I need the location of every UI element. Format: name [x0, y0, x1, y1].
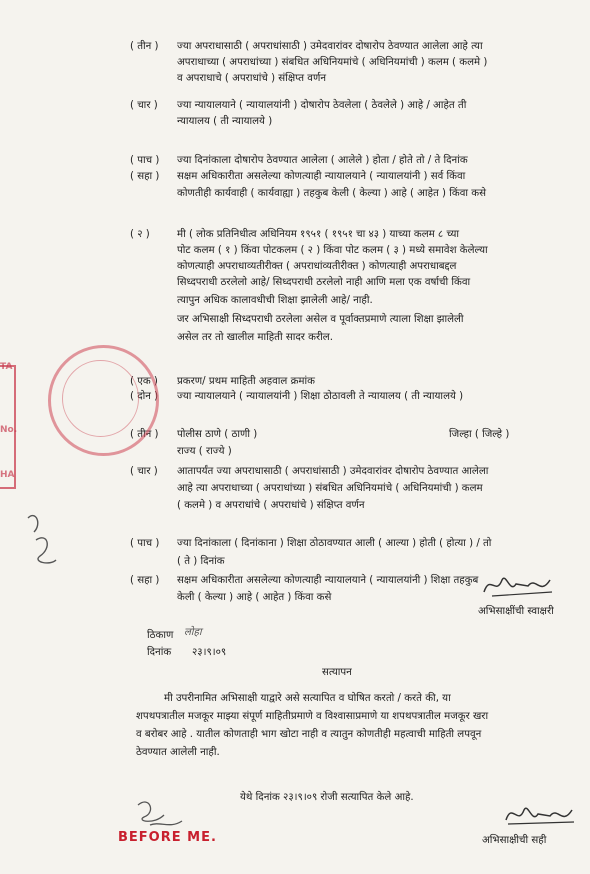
officer-signature — [130, 795, 190, 835]
place-value: लोहा — [184, 627, 202, 638]
before-me-stamp: BEFORE ME. — [118, 830, 217, 845]
place-label: ठिकाण — [147, 630, 174, 641]
section-text: त्यापुन अधिक कालावधीची शिक्षा झालेली आहे/ नाही. — [177, 295, 373, 306]
section-text: कोणत्याही अपराधाव्यतीरीक्त ( अपराधांव्यतीरीक्त ) कोणत्याही अपराधाबद्दल — [177, 261, 457, 272]
section-text: ज्या दिनांकाला दोषारोप ठेवण्यात आलेला ( आलेले ) होता / होते तो / ते दिनांक — [177, 155, 468, 166]
district-label: जिल्हा ( जिल्हे ) — [449, 429, 510, 440]
section-text: अपराधाच्या ( अपराधांच्या ) संबधित अधिनियमांचे ( अधिनियमांची ) कलम ( कलमे ) — [177, 57, 488, 68]
verification-line-4: ठेवण्यात आलेली नाही. — [136, 747, 220, 758]
stamp-text: TA — [0, 362, 13, 372]
deponent-sign-label: अभिसाक्षीची सही — [482, 835, 547, 846]
section-text: प्रकरण/ प्रथम माहिती अहवाल क्रमांक — [177, 376, 315, 387]
section-text: ज्या न्यायालयाने ( न्यायालयांनी ) शिक्षा ठोठावली ते न्यायालय ( ती न्यायालये ) — [177, 391, 464, 402]
verification-title: सत्यापन — [322, 667, 352, 678]
section-text: जर अभिसाक्षी सिध्दपराधी ठरलेला असेल व पूर्वाक्तप्रमाणे त्याला शिक्षा झालेली — [177, 314, 464, 325]
verified-line: येथे दिनांक २३।९।०९ रोजी सत्यापित केले आहे. — [240, 792, 414, 803]
section-text: सिध्दपराधी ठरलेलो आहे/ सिध्दपराधी ठरलेलो नाही आणि मला एक वर्षाची किंवा — [177, 277, 471, 288]
date-label: दिनांक — [147, 647, 172, 658]
section-label: ( सहा ) — [130, 171, 160, 182]
stamp-text-3: No. — [0, 425, 18, 435]
deponent-signature-bottom — [500, 798, 580, 834]
section-label: ( तीन ) — [130, 429, 159, 440]
section-text: कोणतीही कार्यवाही ( कार्यवाह्या ) तहकुब केली ( केल्या ) आहे ( आहेत ) किंवा कसे — [177, 188, 486, 199]
stamp-text-2: HA — [0, 470, 15, 480]
section-text: सक्षम अधिकारीता असलेल्या कोणत्याही न्यायालयाने ( न्यायालयांनी ) शिक्षा तहकुब — [177, 575, 479, 586]
section-label: ( तीन ) — [130, 41, 159, 52]
section-text: पोलीस ठाणे ( ठाणी ) — [177, 429, 258, 440]
section-text: ज्या दिनांकाला ( दिनांकाना ) शिक्षा ठोठावण्यात आली ( आल्या ) होती ( होत्या ) / तो — [177, 538, 492, 549]
section-label: ( एक ) — [130, 376, 158, 387]
section-text: ( ते ) दिनांक — [177, 556, 225, 567]
section-text: ज्या न्यायालयाने ( न्यायालयांनी ) दोषारोप ठेवलेला ( ठेवलेले ) आहे / आहेत ती — [177, 100, 467, 111]
official-seal-inner — [62, 360, 139, 437]
section-text: सक्षम अधिकारीता असलेल्या कोणत्याही न्यायालयाने ( न्यायालयांनी ) सर्व किंवा — [177, 171, 466, 182]
section-text: केली ( केल्या ) आहे ( आहेत ) किंवा कसे — [177, 592, 332, 603]
section-text: ( कलमे ) व अपराधांचे ( अपराधांचे ) संक्षिप्त वर्णन — [177, 500, 365, 511]
section-label: ( २ ) — [130, 229, 150, 240]
section-text: न्यायालय ( ती न्यायालये ) — [177, 116, 273, 127]
section-label: ( पाच ) — [130, 155, 160, 166]
verification-line-2: शपथपत्रातील मजकूर माझ्या संपूर्ण माहितीप्रमाणे व विश्वासाप्रमाणे या शपथपत्रातील मजकूर खरा — [136, 711, 489, 722]
section-text: व अपराधाचे ( अपराधांचे ) संक्षिप्त वर्णन — [177, 73, 326, 84]
section-text: आतापर्यंत ज्या अपराधासाठी ( अपराधांसाठी ) उमेदवारांवर दोषारोप ठेवण्यात आलेला — [177, 466, 489, 477]
margin-initials-signature — [22, 510, 62, 570]
section-label: ( सहा ) — [130, 575, 160, 586]
verification-line-3: व बरोबर आहे . यातील कोणताही भाग खोटा नाही व त्यातुन कोणतीही महत्वाची माहिती लपवून — [136, 729, 482, 740]
verification-line-1: मी उपरीनामित अभिसाक्षी याद्वारे असे सत्यापित व घोषित करतो / करते की, या — [164, 693, 451, 704]
section-text: पोट कलम ( १ ) किंवा पोटकलम ( २ ) किंवा पोट कलम ( ३ ) मध्ये समावेश केलेल्या — [177, 245, 488, 256]
date-value: २३।९।०९ — [192, 647, 227, 658]
section-label: ( दोन ) — [130, 391, 159, 402]
section-label: ( चार ) — [130, 466, 158, 477]
section-text: राज्य ( राज्ये ) — [177, 446, 232, 457]
section-text: ज्या अपराधासाठी ( अपराधांसाठी ) उमेदवारांवर दोषारोप ठेवण्यात आलेला आहे त्या — [177, 41, 483, 52]
section-label: ( चार ) — [130, 100, 158, 111]
deponent-signature-top — [480, 566, 560, 602]
deponent-signature-label: अभिसाक्षींची स्वाक्षरी — [478, 606, 554, 617]
section-text: मी ( लोक प्रतिनिधीत्व अधिनियम १९५१ ( १९५१ चा ४३ ) याच्या कलम ८ च्या — [177, 229, 460, 240]
section-label: ( पाच ) — [130, 538, 160, 549]
section-text: आहे त्या अपराधाच्या ( अपराधांच्या ) संबधित अधिनियमांचे ( अधिनियमांची ) कलम — [177, 483, 483, 494]
section-text: असेल तर तो खालील माहिती सादर करील. — [177, 332, 333, 343]
